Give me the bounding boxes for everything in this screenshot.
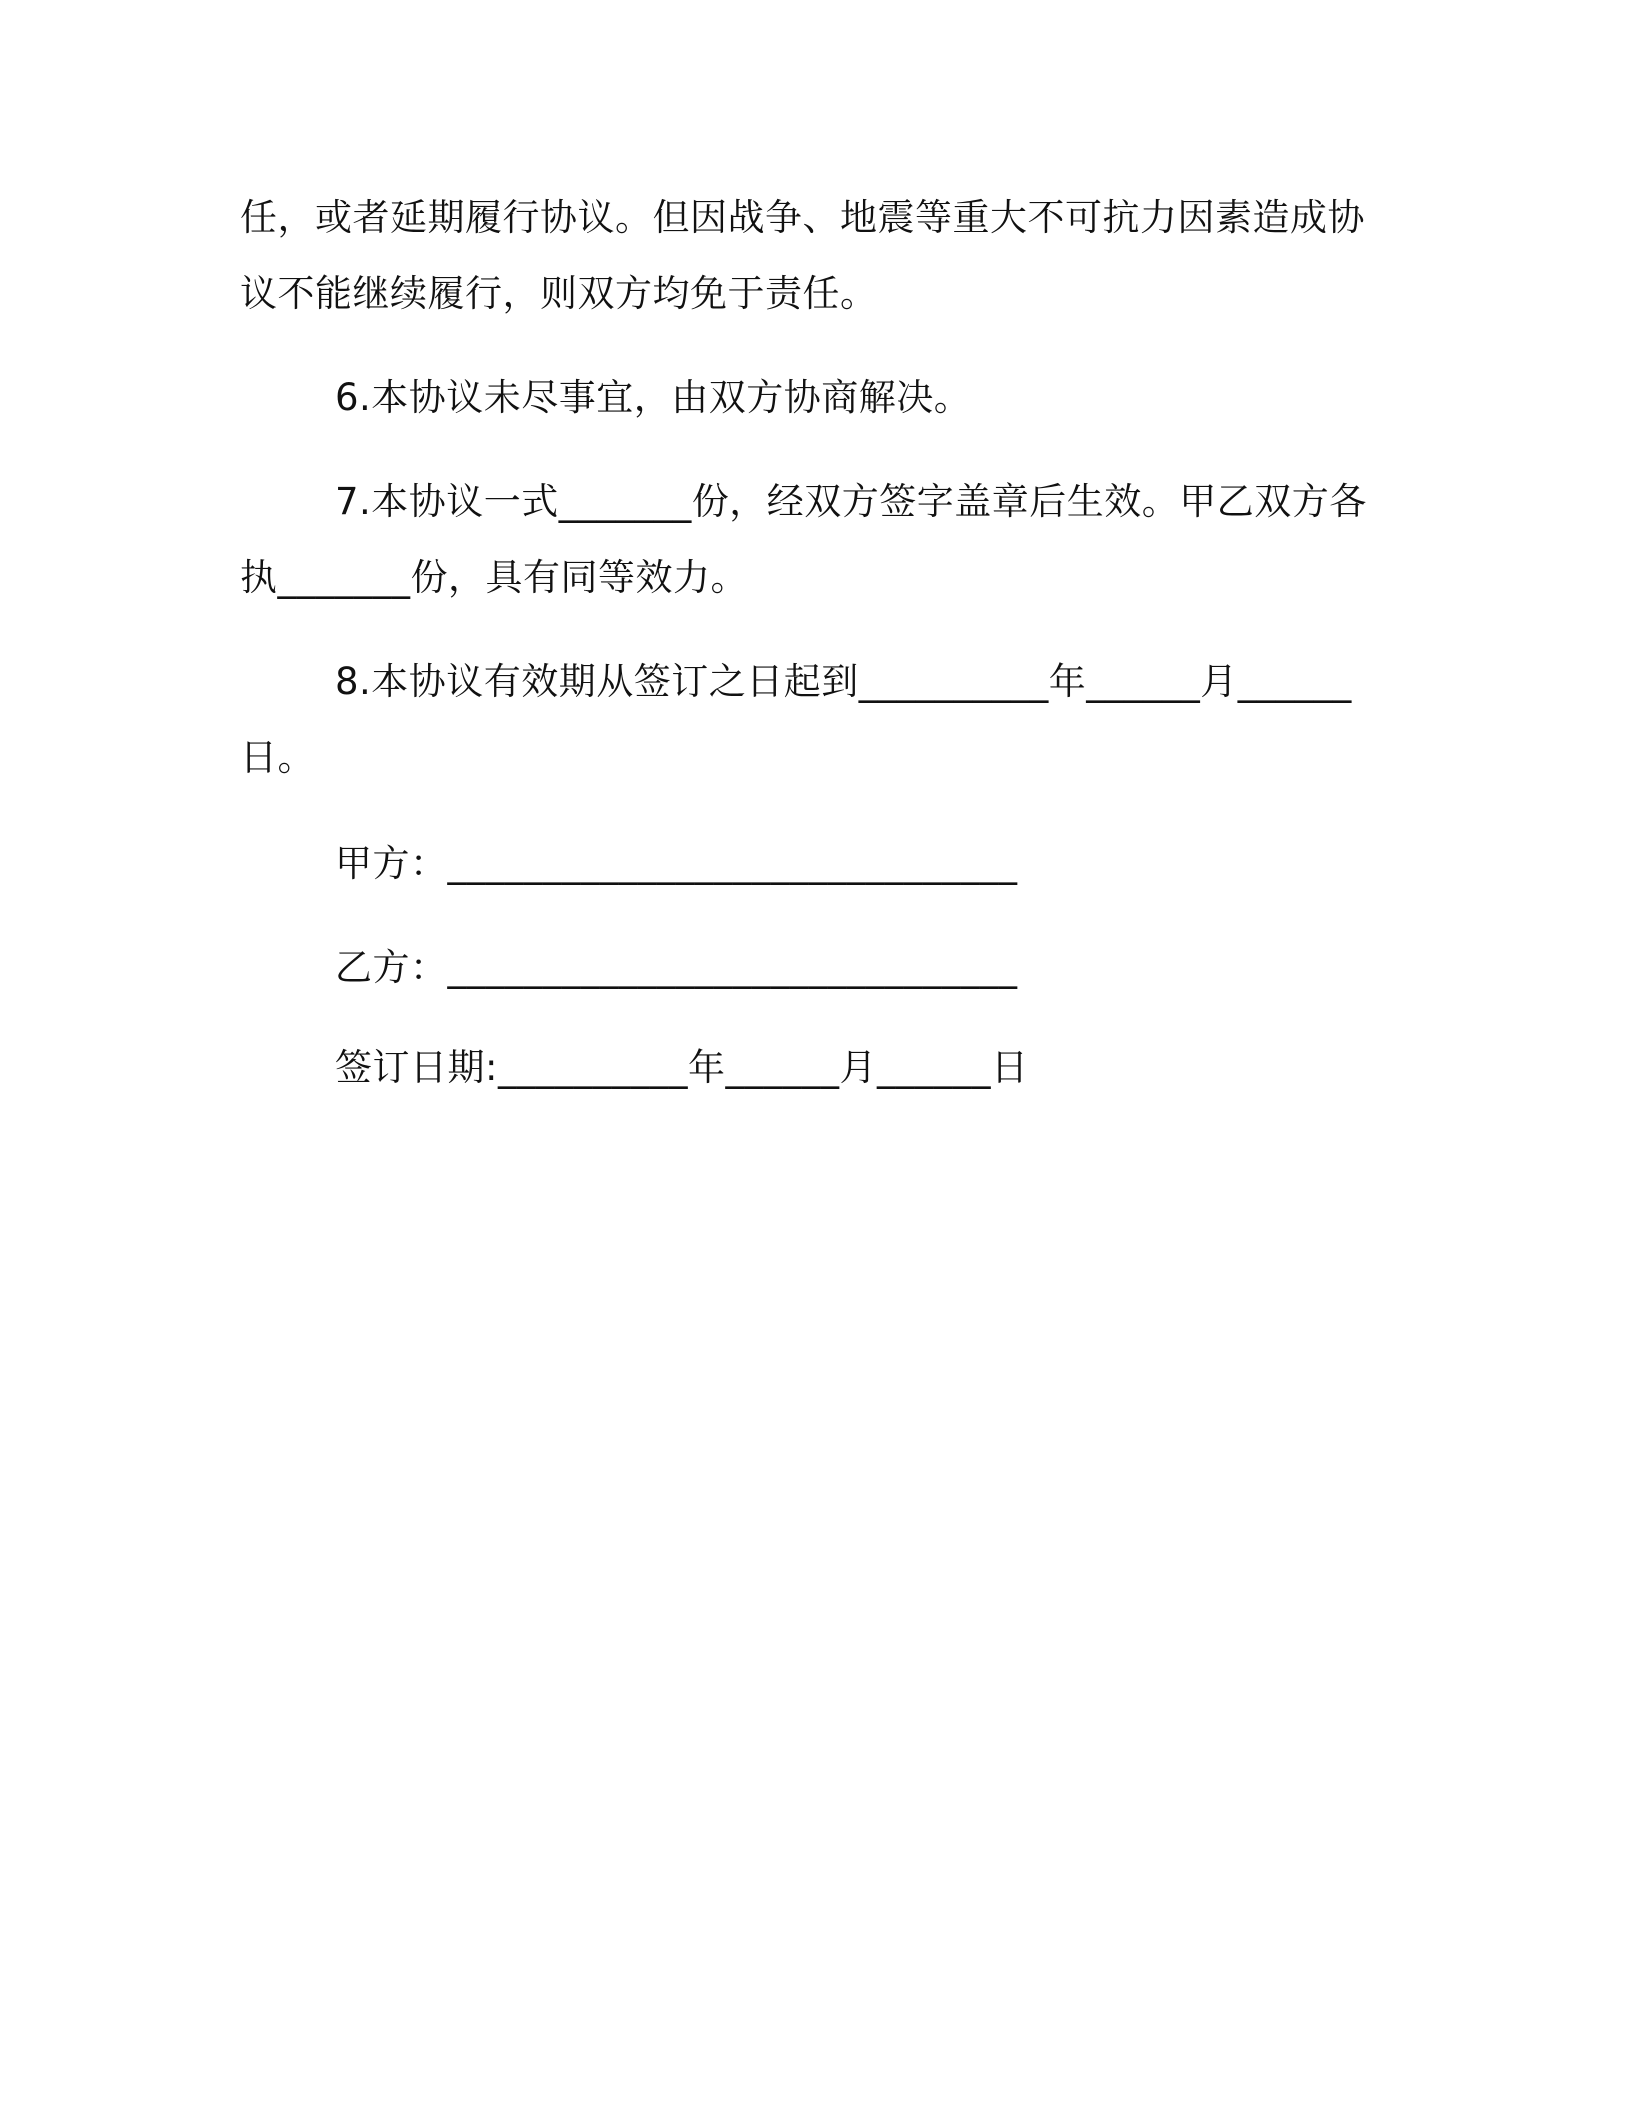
clause-7-line-1: 7.本协议一式_______份，经双方签字盖章后生效。甲乙双方各 [335,480,1367,523]
clause-8-line-1: 8.本协议有效期从签订之日起到__________年______月______ [335,660,1352,703]
clause-6: 6.本协议未尽事宜，由双方协商解决。 [335,376,972,419]
clause-5-continued-line-2: 议不能继续履行，则双方均免于责任。 [240,272,878,315]
signing-date-line: 签订日期:__________年______月______日 [335,1046,1029,1089]
party-b-signature-line: 乙方：______________________________ [335,946,1018,989]
clause-8-line-2: 日。 [240,736,315,779]
clause-7-line-2: 执_______份，具有同等效力。 [240,556,748,599]
party-a-signature-line: 甲方：______________________________ [335,842,1018,885]
clause-5-continued-line-1: 任，或者延期履行协议。但因战争、地震等重大不可抗力因素造成协 [240,196,1365,239]
